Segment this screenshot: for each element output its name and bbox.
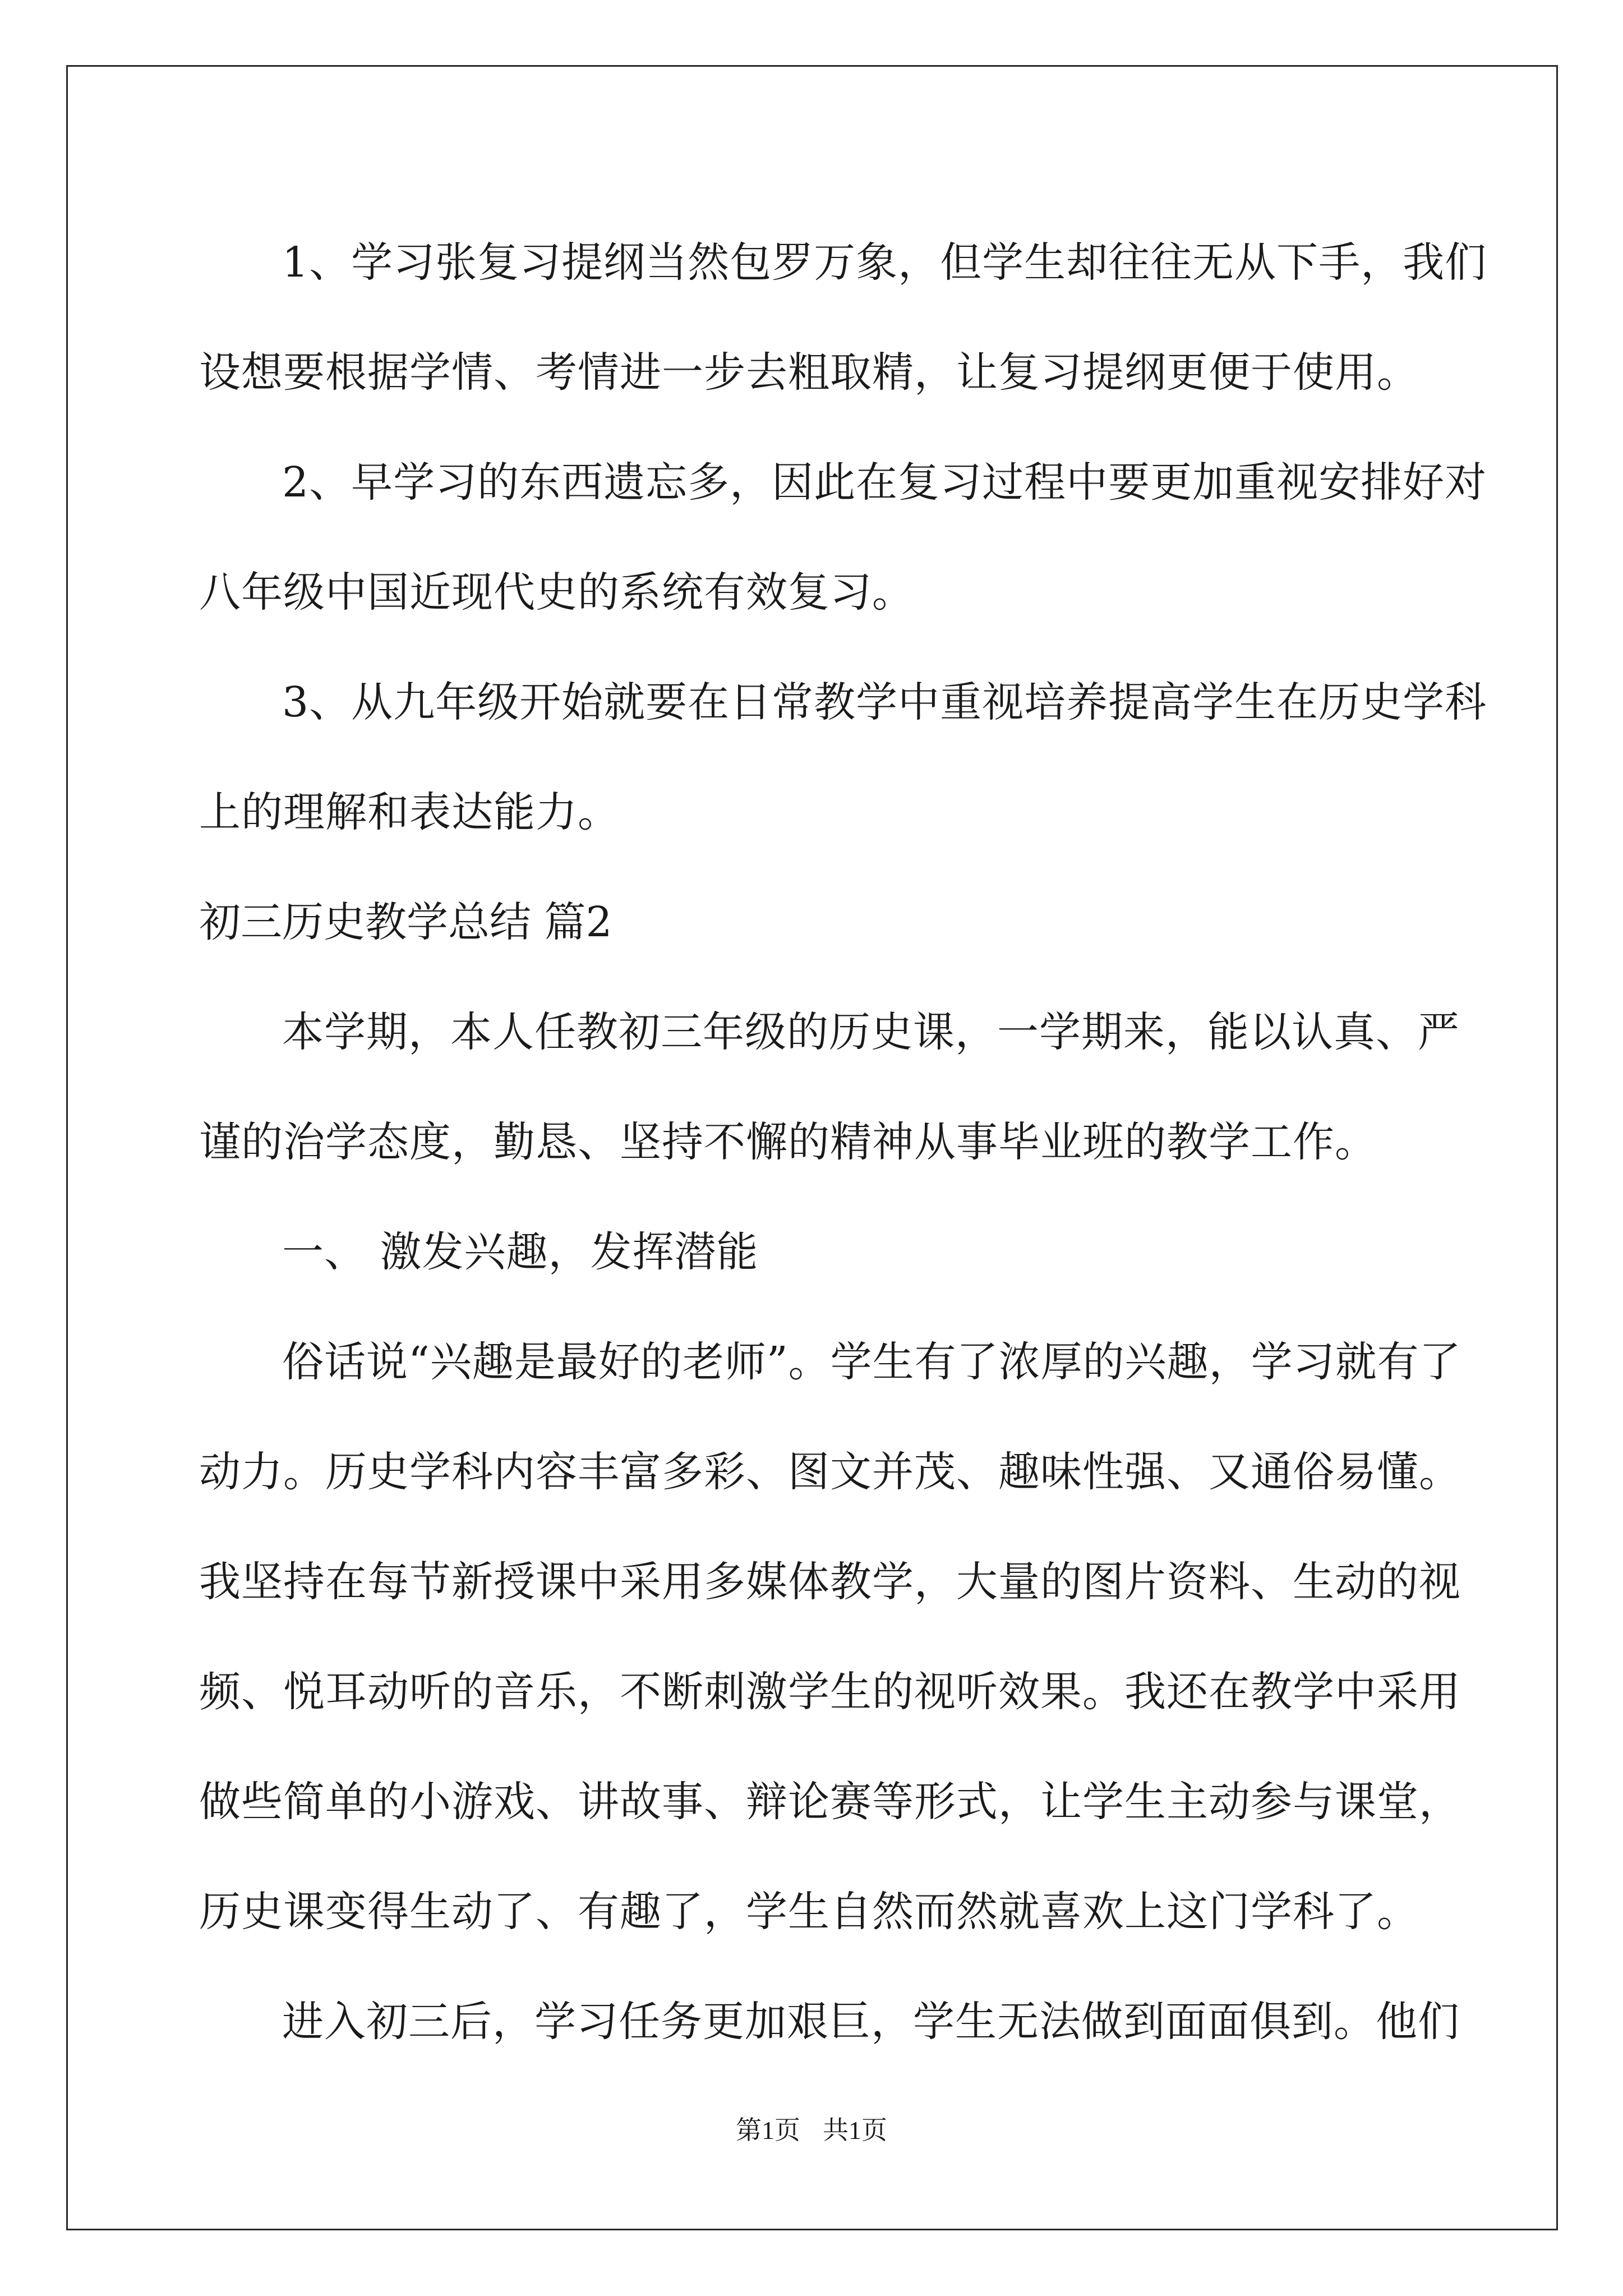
paragraph-line: 1、学习张复习提纲当然包罗万象，但学生却往往无从下手，我们 (282, 238, 1487, 287)
paragraph-line: 俗话说“兴趣是最好的老师”。学生有了浓厚的兴趣，学习就有了 (282, 1338, 1461, 1386)
section-heading: 初三历史教学总结 篇2 (199, 898, 612, 946)
paragraph-line: 动力。历史学科内容丰富多彩、图文并茂、趣味性强、又通俗易懂。 (199, 1448, 1461, 1496)
subsection-heading: 一、 激发兴趣，发挥潜能 (282, 1228, 759, 1276)
page-number: 第1页 (736, 2116, 800, 2145)
paragraph-line: 设想要根据学情、考情进一步去粗取精，让复习提纲更便于使用。 (199, 348, 1419, 397)
paragraph-line: 我坚持在每节新授课中采用多媒体教学，大量的图片资料、生动的视 (199, 1558, 1461, 1606)
paragraph-line: 本学期，本人任教初三年级的历史课，一学期来，能以认真、严 (282, 1008, 1460, 1056)
paragraph-line: 频、悦耳动听的音乐，不断刺激学生的视听效果。我还在教学中采用 (199, 1668, 1461, 1716)
paragraph-line: 谨的治学态度，勤恳、坚持不懈的精神从事毕业班的教学工作。 (199, 1118, 1377, 1166)
page-footer (0, 2114, 1623, 2147)
paragraph-line: 做些简单的小游戏、讲故事、辩论赛等形式，让学生主动参与课堂， (199, 1778, 1461, 1826)
paragraph-line: 3、从九年级开始就要在日常教学中重视培养提高学生在历史学科 (282, 678, 1487, 726)
page-total: 共1页 (823, 2116, 887, 2145)
document-body (199, 208, 1487, 2077)
paragraph-line: 进入初三后，学习任务更加艰巨，学生无法做到面面俱到。他们 (282, 1998, 1460, 2046)
paragraph-line: 历史课变得生动了、有趣了，学生自然而然就喜欢上这门学科了。 (199, 1888, 1419, 1936)
paragraph-line: 上的理解和表达能力。 (199, 788, 620, 836)
paragraph-line: 八年级中国近现代史的系统有效复习。 (199, 568, 914, 616)
paragraph-line: 2、早学习的东西遗忘多，因此在复习过程中要更加重视安排好对 (282, 458, 1487, 507)
